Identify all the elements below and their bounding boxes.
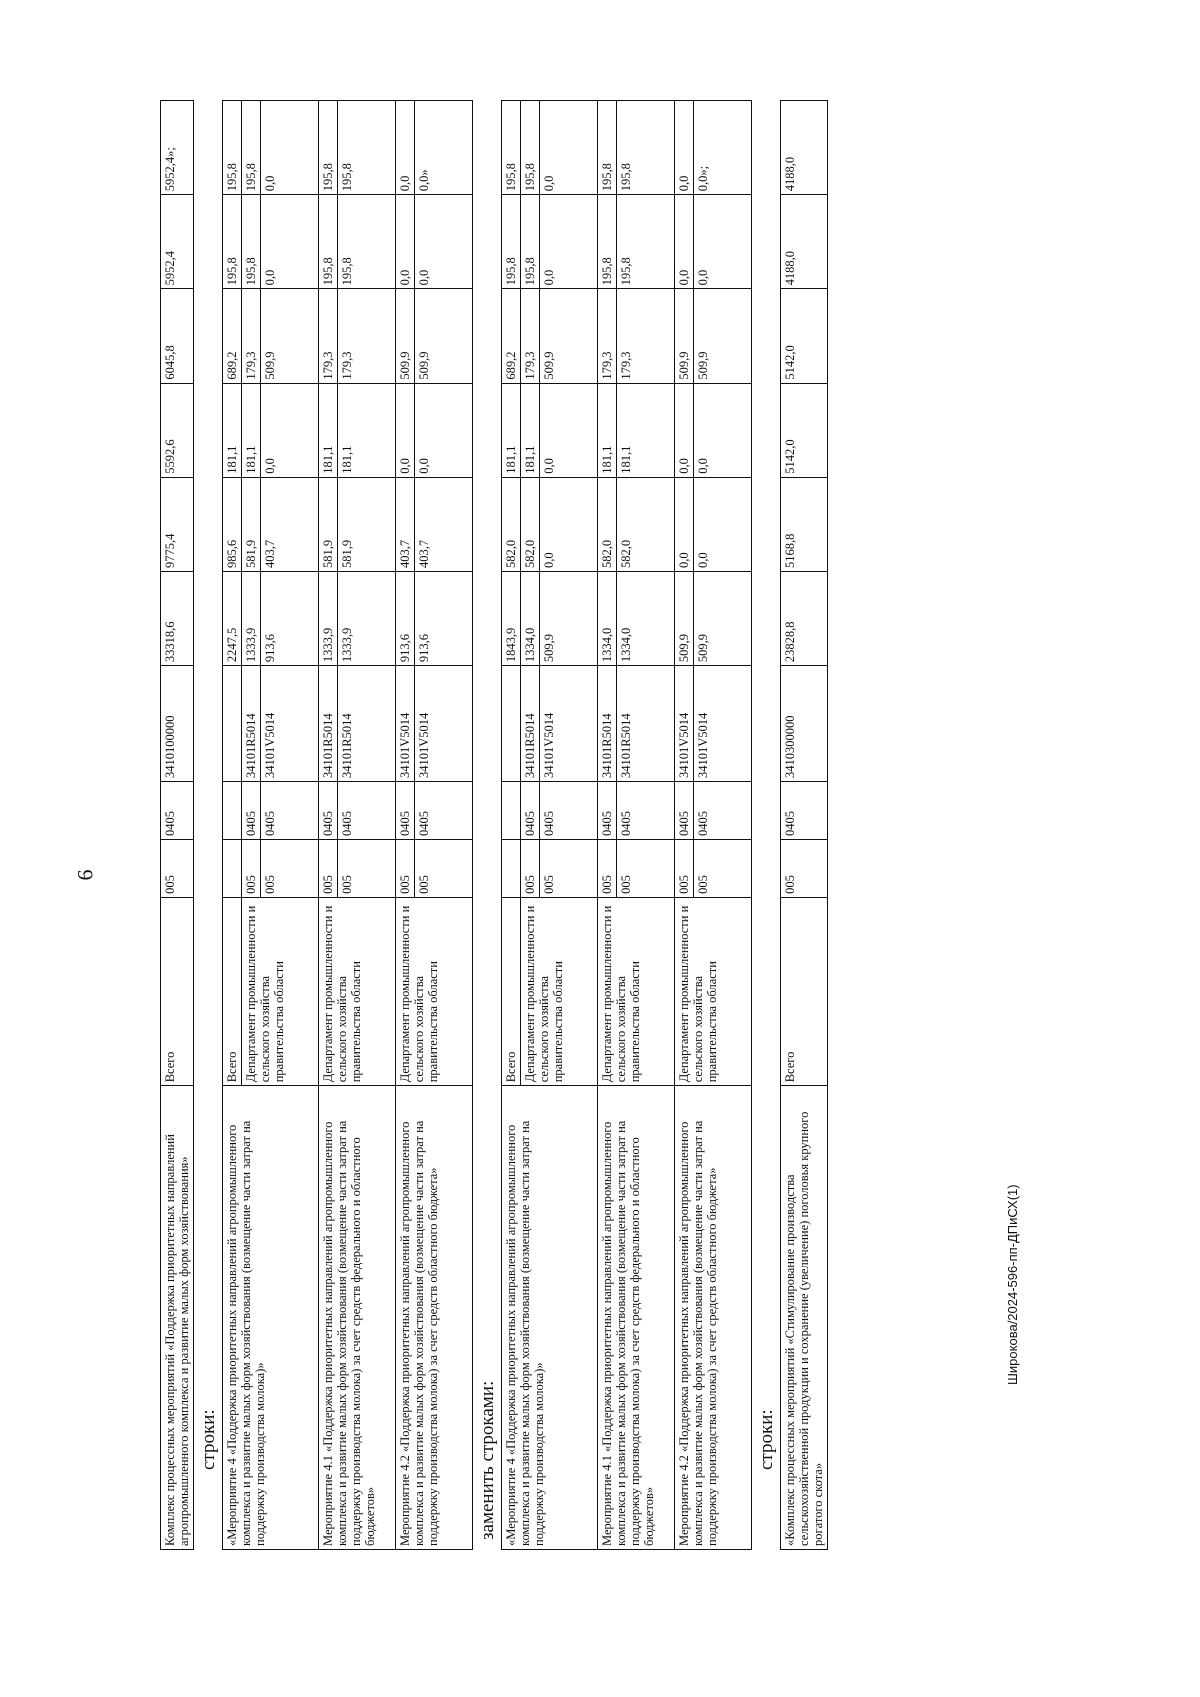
value-cell: 195,8 xyxy=(242,101,261,195)
measure-name: Мероприятие 4.1 «Поддержка приоритетных направлений агропромышленного комплекса и развитие малых форм хозяйствования (возмещение части затрат на поддержку производства молока) за счет средств федерального и областного бюджетов» xyxy=(598,1086,675,1550)
value-cell: 0,0 xyxy=(415,383,473,477)
csr-cell: 34101V5014 xyxy=(675,666,694,782)
rzpr-cell: 0405 xyxy=(242,782,261,840)
value-cell: 195,8 xyxy=(338,195,396,289)
value-cell: 913,6 xyxy=(261,571,319,665)
value-cell: 179,3 xyxy=(338,289,396,383)
measure-name: «Мероприятие 4 «Поддержка приоритетных направлений агропромышленного комплекса и развитие малых форм хозяйствования (возмещение части затрат на поддержку производства молока)» xyxy=(223,1086,319,1550)
csr-cell: 34101R5014 xyxy=(242,666,261,782)
value-cell: 195,8 xyxy=(502,101,521,195)
table-row xyxy=(161,101,194,1550)
grbs-cell: 005 xyxy=(781,839,828,897)
value-cell: 0,0» xyxy=(415,101,473,195)
value-cell: 195,8 xyxy=(242,195,261,289)
value-cell: 509,9 xyxy=(675,571,694,665)
value-cell: 33318,6 xyxy=(161,571,194,665)
program-name: «Комплекс процессных мероприятий «Стимулирование производства сельскохозяйственной продукции и сохранение (увеличение) поголовья крупного рогатого скота» xyxy=(781,1086,828,1550)
value-cell: 509,9 xyxy=(415,289,473,383)
value-cell: 1843,9 xyxy=(502,571,521,665)
value-cell: 581,9 xyxy=(319,477,338,571)
value-cell: 0,0 xyxy=(694,477,752,571)
rzpr-cell: 0405 xyxy=(521,782,540,840)
value-cell: 5142,0 xyxy=(781,289,828,383)
value-cell: 195,8 xyxy=(319,195,338,289)
value-cell: 0,0 xyxy=(540,195,598,289)
rzpr-cell: 0405 xyxy=(540,782,598,840)
value-cell: 181,1 xyxy=(338,383,396,477)
grbs-cell: 005 xyxy=(261,839,319,897)
rzpr-cell: 0405 xyxy=(319,782,338,840)
department-cell: Департамент промышленности и сельского хозяйства правительства области xyxy=(521,897,598,1085)
value-cell: 1333,9 xyxy=(319,571,338,665)
csr-cell: 34101R5014 xyxy=(338,666,396,782)
value-cell: 181,1 xyxy=(502,383,521,477)
value-cell: 5952,4»; xyxy=(161,101,194,195)
value-cell: 179,3 xyxy=(319,289,338,383)
value-cell: 0,0 xyxy=(675,383,694,477)
grbs-cell: 005 xyxy=(598,839,617,897)
value-cell: 195,8 xyxy=(617,101,675,195)
value-cell: 582,0 xyxy=(598,477,617,571)
measure-name: Мероприятие 4.1 «Поддержка приоритетных направлений агропромышленного комплекса и развитие малых форм хозяйствования (возмещение части затрат на поддержку производства молока) за счет средств федерального и областного бюджетов» xyxy=(319,1086,396,1550)
value-cell: 0,0 xyxy=(694,195,752,289)
rzpr-cell: 0405 xyxy=(598,782,617,840)
csr-cell: 34101R5014 xyxy=(319,666,338,782)
value-cell: 403,7 xyxy=(261,477,319,571)
value-cell: 1334,0 xyxy=(617,571,675,665)
rzpr-cell: 0405 xyxy=(396,782,415,840)
value-cell: 0,0 xyxy=(261,383,319,477)
rzpr-cell: 0405 xyxy=(415,782,473,840)
rotated-document-body xyxy=(160,100,828,1550)
department-cell: Департамент промышленности и сельского хозяйства правительства области xyxy=(396,897,473,1085)
value-cell: 509,9 xyxy=(261,289,319,383)
grbs-cell: 005 xyxy=(242,839,261,897)
measure-name: Мероприятие 4.2 «Поддержка приоритетных направлений агропромышленного комплекса и развитие малых форм хозяйствования (возмещение части затрат на поддержку производства молока) за счет средств областного бюджета» xyxy=(396,1086,473,1550)
table-row xyxy=(781,101,828,1550)
department-cell: Департамент промышленности и сельского хозяйства правительства области xyxy=(319,897,396,1085)
value-cell: 195,8 xyxy=(223,195,242,289)
value-cell: 23828,8 xyxy=(781,571,828,665)
value-cell: 181,1 xyxy=(598,383,617,477)
grbs-cell: 005 xyxy=(521,839,540,897)
grbs-cell: 005 xyxy=(675,839,694,897)
grbs-cell: 005 xyxy=(319,839,338,897)
value-cell: 0,0 xyxy=(540,101,598,195)
document-footer: Широкова/2024-596-пп-ДПиСХ(1) xyxy=(1005,1184,1020,1385)
value-cell: 195,8 xyxy=(617,195,675,289)
table-row xyxy=(319,101,338,1550)
value-cell: 6045,8 xyxy=(161,289,194,383)
value-cell: 0,0 xyxy=(261,195,319,289)
value-cell: 0,0 xyxy=(675,101,694,195)
value-cell: 0,0 xyxy=(540,383,598,477)
executor-cell: Всего xyxy=(781,897,828,1085)
value-cell: 195,8 xyxy=(223,101,242,195)
csr-cell: 34101R5014 xyxy=(617,666,675,782)
department-cell: Департамент промышленности и сельского хозяйства правительства области xyxy=(598,897,675,1085)
section1-table xyxy=(222,100,473,1550)
csr-cell: 34101V5014 xyxy=(415,666,473,782)
value-cell: 179,3 xyxy=(617,289,675,383)
value-cell: 1334,0 xyxy=(521,571,540,665)
value-cell: 0,0 xyxy=(694,383,752,477)
value-cell: 179,3 xyxy=(242,289,261,383)
bottom-block-table xyxy=(780,100,828,1550)
value-cell: 181,1 xyxy=(617,383,675,477)
section2-table xyxy=(501,100,752,1550)
rzpr-cell: 0405 xyxy=(261,782,319,840)
rzpr-cell: 0405 xyxy=(617,782,675,840)
value-cell: 0,0 xyxy=(540,477,598,571)
value-cell: 0,0 xyxy=(396,101,415,195)
value-cell: 581,9 xyxy=(242,477,261,571)
value-cell: 4188,0 xyxy=(781,195,828,289)
top-block-table xyxy=(160,100,194,1550)
value-cell: 5142,0 xyxy=(781,383,828,477)
rzpr-cell: 0405 xyxy=(161,782,194,840)
section-heading: строки: xyxy=(756,1409,777,1470)
value-cell: 9775,4 xyxy=(161,477,194,571)
value-cell: 689,2 xyxy=(223,289,242,383)
value-cell: 195,8 xyxy=(521,195,540,289)
grbs-cell: 005 xyxy=(540,839,598,897)
value-cell: 582,0 xyxy=(521,477,540,571)
value-cell: 5592,6 xyxy=(161,383,194,477)
value-cell: 181,1 xyxy=(223,383,242,477)
csr-cell: 34101V5014 xyxy=(540,666,598,782)
section-heading: заменить строками: xyxy=(477,1380,498,1540)
value-cell: 195,8 xyxy=(338,101,396,195)
value-cell: 509,9 xyxy=(694,571,752,665)
value-cell: 181,1 xyxy=(319,383,338,477)
value-cell: 5168,8 xyxy=(781,477,828,571)
value-cell: 179,3 xyxy=(521,289,540,383)
value-cell: 1334,0 xyxy=(598,571,617,665)
value-cell: 195,8 xyxy=(521,101,540,195)
value-cell: 582,0 xyxy=(502,477,521,571)
measure-name: Мероприятие 4.2 «Поддержка приоритетных направлений агропромышленного комплекса и развитие малых форм хозяйствования (возмещение части затрат на поддержку производства молока) за счет средств областного бюджета» xyxy=(675,1086,752,1550)
grbs-cell: 005 xyxy=(617,839,675,897)
csr-cell: 34101R5014 xyxy=(598,666,617,782)
value-cell: 913,6 xyxy=(396,571,415,665)
department-cell: Департамент промышленности и сельского хозяйства правительства области xyxy=(242,897,319,1085)
value-cell: 581,9 xyxy=(338,477,396,571)
grbs-cell: 005 xyxy=(694,839,752,897)
executor-cell: Всего xyxy=(161,897,194,1085)
value-cell: 509,9 xyxy=(694,289,752,383)
value-cell: 1333,9 xyxy=(338,571,396,665)
csr-cell: 34101V5014 xyxy=(396,666,415,782)
value-cell: 582,0 xyxy=(617,477,675,571)
value-cell: 509,9 xyxy=(540,289,598,383)
value-cell: 179,3 xyxy=(598,289,617,383)
executor-cell: Всего xyxy=(502,897,521,1085)
table-row xyxy=(502,101,521,1550)
value-cell: 5952,4 xyxy=(161,195,194,289)
value-cell: 4188,0 xyxy=(781,101,828,195)
value-cell: 1333,9 xyxy=(242,571,261,665)
table-row xyxy=(396,101,415,1550)
value-cell: 195,8 xyxy=(598,101,617,195)
value-cell: 2247,5 xyxy=(223,571,242,665)
grbs-cell: 005 xyxy=(161,839,194,897)
department-cell: Департамент промышленности и сельского хозяйства правительства области xyxy=(675,897,752,1085)
value-cell: 195,8 xyxy=(319,101,338,195)
value-cell: 0,0 xyxy=(675,195,694,289)
csr-cell: 3410300000 xyxy=(781,666,828,782)
rzpr-cell: 0405 xyxy=(338,782,396,840)
rzpr-cell: 0405 xyxy=(694,782,752,840)
value-cell: 181,1 xyxy=(521,383,540,477)
value-cell: 403,7 xyxy=(415,477,473,571)
csr-cell: 34101V5014 xyxy=(694,666,752,782)
value-cell: 0,0 xyxy=(396,383,415,477)
value-cell: 181,1 xyxy=(242,383,261,477)
value-cell: 509,9 xyxy=(396,289,415,383)
section-heading: строки: xyxy=(198,1409,219,1470)
value-cell: 195,8 xyxy=(502,195,521,289)
measure-name: «Мероприятие 4 «Поддержка приоритетных направлений агропромышленного комплекса и развитие малых форм хозяйствования (возмещение части затрат на поддержку производства молока)» xyxy=(502,1086,598,1550)
grbs-cell: 005 xyxy=(396,839,415,897)
value-cell: 0,0 xyxy=(415,195,473,289)
value-cell: 0,0 xyxy=(396,195,415,289)
value-cell: 403,7 xyxy=(396,477,415,571)
value-cell: 0,0»; xyxy=(694,101,752,195)
rzpr-cell: 0405 xyxy=(781,782,828,840)
value-cell: 985,6 xyxy=(223,477,242,571)
program-name: Комплекс процессных мероприятий «Поддержка приоритетных направлений агропромышленного комплекса и развитие малых форм хозяйствования» xyxy=(161,1086,194,1550)
table-row xyxy=(223,101,242,1550)
grbs-cell: 005 xyxy=(338,839,396,897)
rzpr-cell: 0405 xyxy=(675,782,694,840)
csr-cell: 34101V5014 xyxy=(261,666,319,782)
table-row xyxy=(598,101,617,1550)
table-row xyxy=(675,101,694,1550)
csr-cell: 34101R5014 xyxy=(521,666,540,782)
value-cell: 509,9 xyxy=(675,289,694,383)
value-cell: 0,0 xyxy=(261,101,319,195)
value-cell: 195,8 xyxy=(598,195,617,289)
csr-cell: 3410100000 xyxy=(161,666,194,782)
grbs-cell: 005 xyxy=(415,839,473,897)
page-number: 6 xyxy=(72,869,98,881)
executor-cell: Всего xyxy=(223,897,242,1085)
value-cell: 0,0 xyxy=(675,477,694,571)
value-cell: 913,6 xyxy=(415,571,473,665)
value-cell: 509,9 xyxy=(540,571,598,665)
value-cell: 689,2 xyxy=(502,289,521,383)
